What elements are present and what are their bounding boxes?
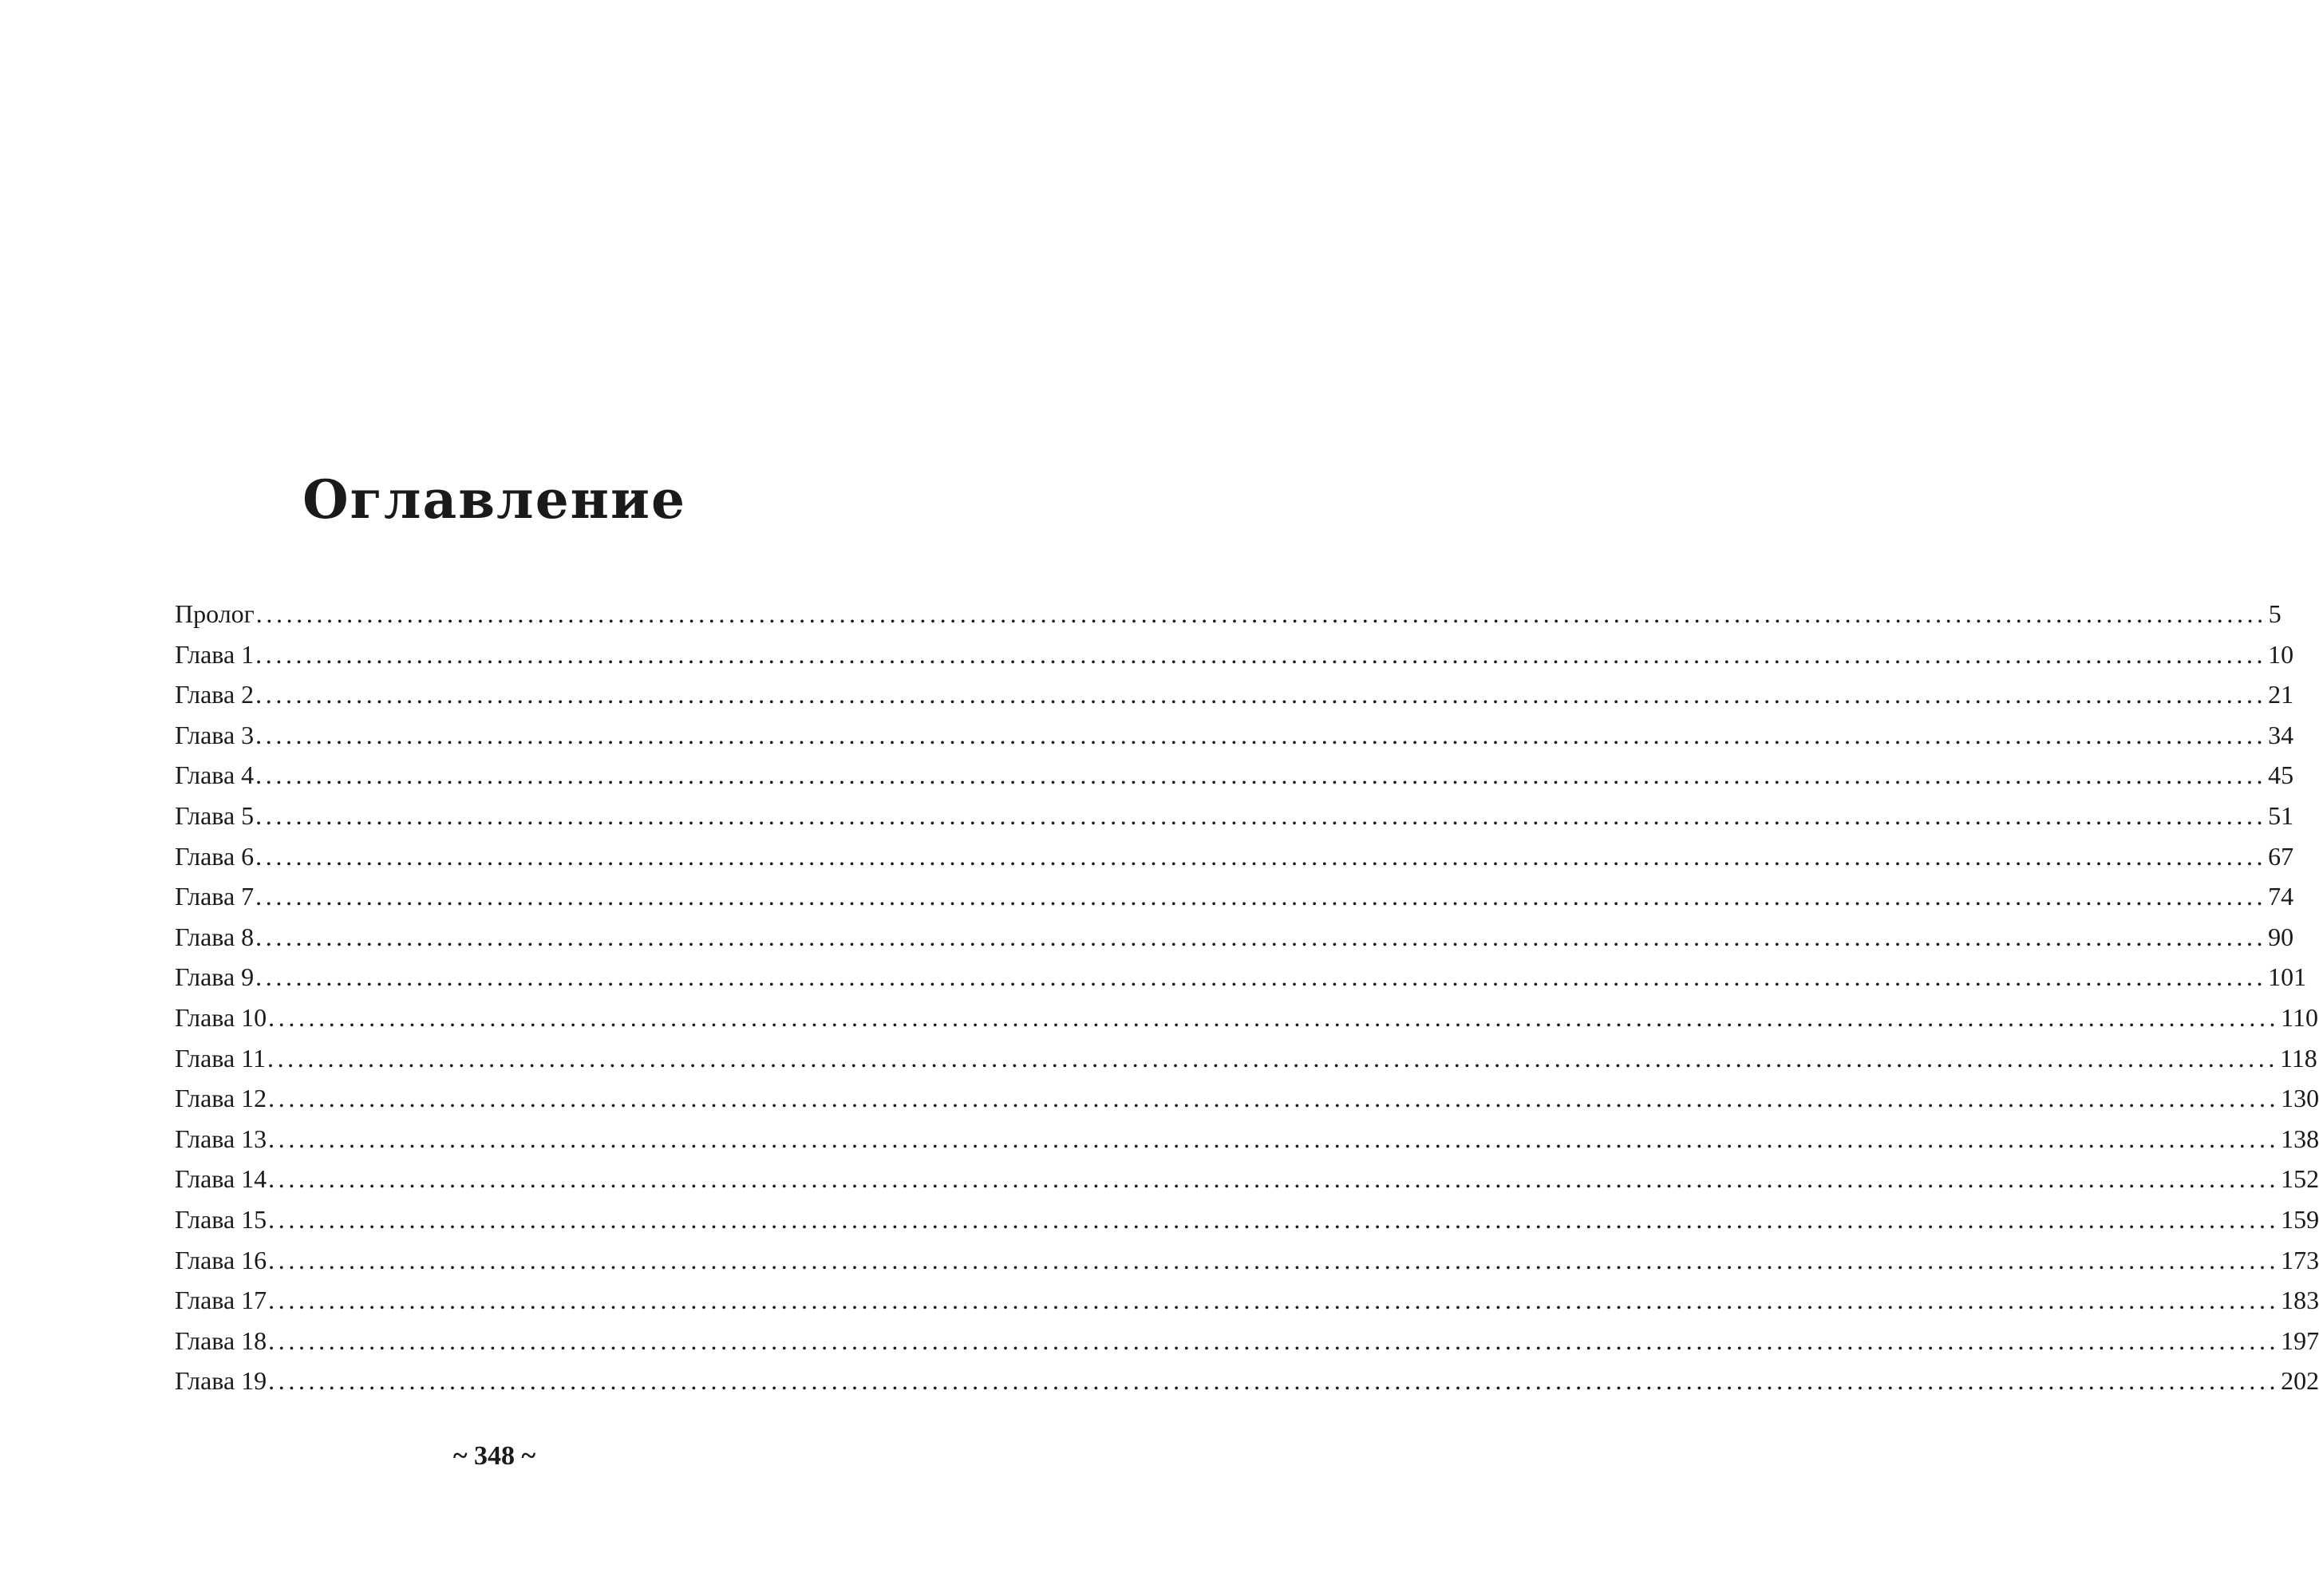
toc-entry[interactable] xyxy=(175,1078,2319,1119)
toc-entry-page: 10 xyxy=(2268,639,2294,669)
toc-entry-title: Глава 6 xyxy=(175,841,255,871)
toc-entry-page: 130 xyxy=(2281,1084,2319,1113)
dot-leader: ........................................................................................................................................................................................................ xyxy=(255,680,2267,709)
toc-entry[interactable] xyxy=(175,1119,2319,1159)
toc-entry-page: 67 xyxy=(2268,841,2294,871)
toc-entry[interactable] xyxy=(175,1159,2319,1199)
toc-entry-page: 90 xyxy=(2268,922,2294,951)
toc-entry-page: 74 xyxy=(2268,882,2294,911)
dot-leader: ........................................................................................................................................................................................................ xyxy=(255,720,2267,749)
toc-entry-title: Глава 11 xyxy=(175,1043,266,1073)
toc-entry[interactable] xyxy=(175,957,2307,998)
dot-leader: ........................................................................................................................................................................................................ xyxy=(268,1002,2280,1032)
toc-entry-title: Глава 18 xyxy=(175,1325,267,1355)
dot-leader: ........................................................................................................................................................................................................ xyxy=(268,1124,2280,1153)
toc-entry[interactable] xyxy=(175,1240,2319,1281)
toc-entry-page: 197 xyxy=(2281,1325,2319,1355)
toc-entry-title: Глава 14 xyxy=(175,1164,267,1194)
toc-entry-page: 34 xyxy=(2268,720,2294,749)
toc-entry-title: Глава 13 xyxy=(175,1124,267,1153)
toc-entry[interactable] xyxy=(175,594,2281,634)
toc-entry[interactable] xyxy=(175,836,2294,877)
toc-entry-page: 110 xyxy=(2281,1002,2318,1032)
toc-entry-title: Глава 1 xyxy=(175,639,255,669)
dot-leader: ........................................................................................................................................................................................................ xyxy=(268,1164,2280,1194)
dot-leader: ........................................................................................................................................................................................................ xyxy=(268,1286,2280,1315)
toc-entry[interactable] xyxy=(175,674,2294,715)
dot-leader: ........................................................................................................................................................................................................ xyxy=(268,1204,2280,1234)
toc-entry[interactable] xyxy=(175,715,2294,756)
toc-entry-title: Глава 15 xyxy=(175,1204,267,1234)
toc-entry-title: Глава 3 xyxy=(175,720,255,749)
dot-leader: ........................................................................................................................................................................................................ xyxy=(267,1043,2278,1073)
dot-leader: ........................................................................................................................................................................................................ xyxy=(255,922,2267,951)
table-of-contents xyxy=(175,594,2319,1401)
toc-entry[interactable] xyxy=(175,917,2294,958)
toc-entry-title: Глава 4 xyxy=(175,760,255,790)
toc-entry-page: 5 xyxy=(2268,599,2281,628)
page-number: ~ 348 ~ xyxy=(452,1441,536,1471)
toc-entry-page: 101 xyxy=(2268,962,2307,992)
toc-entry[interactable] xyxy=(175,755,2294,796)
toc-entry[interactable] xyxy=(175,796,2294,836)
toc-entry-page: 138 xyxy=(2281,1124,2319,1153)
toc-entry-title: Глава 12 xyxy=(175,1084,267,1113)
toc-entry-title: Глава 2 xyxy=(175,680,255,709)
toc-entry-page: 173 xyxy=(2281,1245,2319,1274)
dot-leader: ........................................................................................................................................................................................................ xyxy=(255,760,2267,790)
toc-entry[interactable] xyxy=(175,1280,2319,1321)
toc-entry[interactable] xyxy=(175,1199,2319,1240)
page-title: Оглавление xyxy=(302,468,686,531)
dot-leader: ........................................................................................................................................................................................................ xyxy=(255,962,2267,992)
toc-entry[interactable] xyxy=(175,998,2318,1038)
dot-leader: ........................................................................................................................................................................................................ xyxy=(268,1325,2280,1355)
toc-entry-page: 159 xyxy=(2281,1204,2319,1234)
dot-leader: ........................................................................................................................................................................................................ xyxy=(255,841,2267,871)
dot-leader: ........................................................................................................................................................................................................ xyxy=(255,800,2267,830)
dot-leader: ........................................................................................................................................................................................................ xyxy=(268,1084,2280,1113)
dot-leader: ........................................................................................................................................................................................................ xyxy=(268,1366,2280,1396)
toc-entry[interactable] xyxy=(175,1038,2317,1079)
toc-entry-title: Глава 7 xyxy=(175,882,255,911)
toc-entry-title: Глава 8 xyxy=(175,922,255,951)
toc-entry-page: 51 xyxy=(2268,800,2294,830)
toc-entry-page: 152 xyxy=(2281,1164,2319,1194)
toc-entry-title: Глава 16 xyxy=(175,1245,267,1274)
dot-leader: ........................................................................................................................................................................................................ xyxy=(255,639,2267,669)
toc-entry-title: Глава 10 xyxy=(175,1002,267,1032)
dot-leader: ........................................................................................................................................................................................................ xyxy=(268,1245,2280,1274)
toc-entry[interactable] xyxy=(175,1361,2319,1401)
toc-entry-title: Пролог xyxy=(175,599,255,628)
toc-entry-page: 202 xyxy=(2281,1366,2319,1396)
toc-entry-page: 118 xyxy=(2279,1043,2317,1073)
toc-entry-title: Глава 9 xyxy=(175,962,255,992)
toc-entry-title: Глава 19 xyxy=(175,1366,267,1396)
toc-entry[interactable] xyxy=(175,1321,2319,1361)
toc-entry-page: 183 xyxy=(2281,1286,2319,1315)
toc-entry-page: 45 xyxy=(2268,760,2294,790)
dot-leader: ........................................................................................................................................................................................................ xyxy=(255,599,2267,628)
toc-entry-title: Глава 5 xyxy=(175,800,255,830)
toc-entry[interactable] xyxy=(175,876,2294,917)
toc-entry[interactable] xyxy=(175,634,2294,675)
dot-leader: ........................................................................................................................................................................................................ xyxy=(255,882,2267,911)
toc-entry-title: Глава 17 xyxy=(175,1286,267,1315)
toc-entry-page: 21 xyxy=(2268,680,2294,709)
